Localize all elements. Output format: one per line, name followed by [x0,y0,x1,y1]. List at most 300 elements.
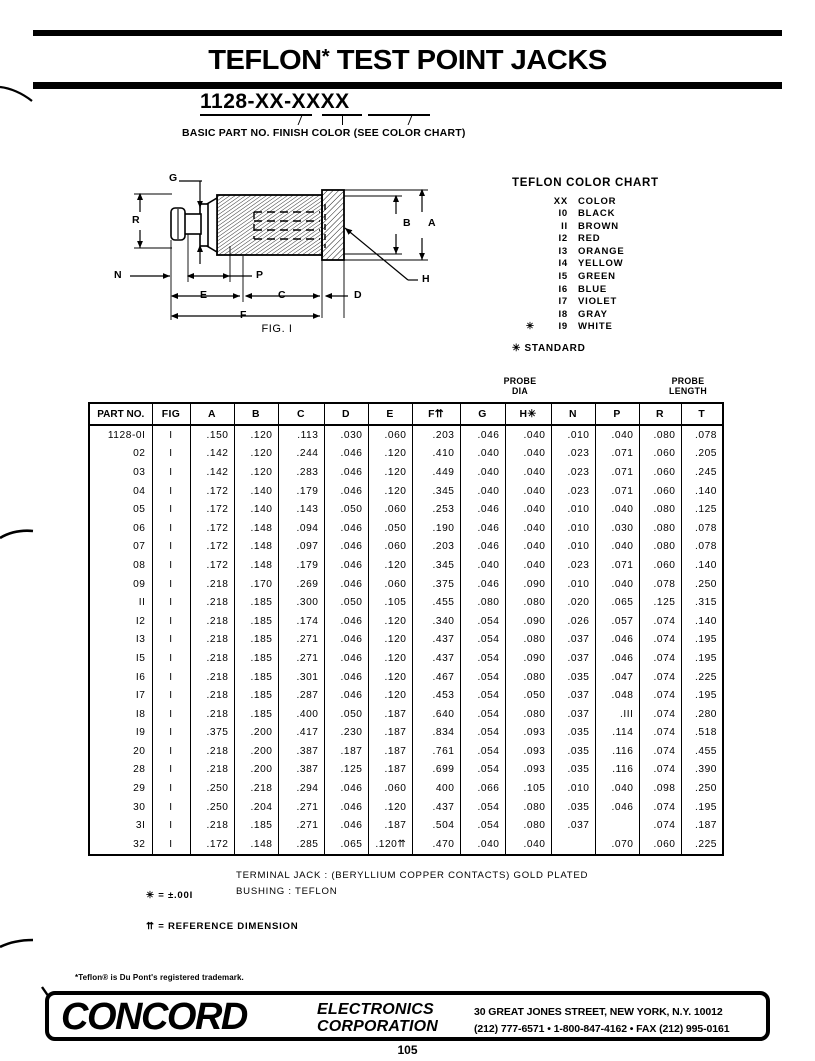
spec-cell-b: .170 [234,575,278,594]
probe-dia-line2: DIA [511,385,529,396]
spec-cell-fig: I [152,463,190,482]
spec-cell-d: .187 [324,742,368,761]
spec-cell-r: .060 [639,835,681,855]
spec-table-row [89,686,723,705]
company-brand-sub-line2: CORPORATION [317,1018,439,1035]
spec-cell-e: .120 [368,463,412,482]
spec-cell-t: .140 [681,612,723,631]
page-title-rest: TEST POINT JACKS [336,44,607,75]
spec-cell-h: .080 [505,631,551,650]
color-row-star [526,296,542,309]
color-row-name: VIOLET [578,296,618,308]
spec-cell-part-no: I6 [89,668,152,687]
spec-cell-f: .834 [412,724,460,743]
spec-cell-fig: I [152,445,190,464]
spec-cell-r: .080 [639,500,681,519]
dim-label-h: H [422,273,430,285]
spec-cell-p: .046 [595,649,639,668]
spec-cell-fig: I [152,705,190,724]
spec-cell-b: .140 [234,482,278,501]
spec-cell-h: .040 [505,835,551,855]
spec-cell-n: .035 [551,742,595,761]
color-row-code: I3 [558,245,568,257]
spec-cell-a: .218 [190,816,234,835]
spec-cell-r: .074 [639,649,681,668]
spec-cell-fig: I [152,649,190,668]
color-row-code: II [561,220,568,232]
specification-table-head [89,403,723,425]
probe-dia-group-label [492,377,548,396]
spec-cell-d: .065 [324,835,368,855]
spec-table-row [89,705,723,724]
spec-cell-e: .060 [368,538,412,557]
figure-caption: FIG. I [261,323,293,335]
spec-cell-fig: I [152,798,190,817]
spec-table-row [89,761,723,780]
spec-cell-b: .200 [234,761,278,780]
spec-cell-r: .078 [639,575,681,594]
color-row-name: GREEN [578,271,616,283]
spec-cell-c: .387 [278,742,324,761]
spec-cell-c: .417 [278,724,324,743]
company-contact-line: (212) 777-6571 • 1-800-847-4162 • FAX (212) 995-0161 [474,1023,730,1035]
spec-cell-part-no: I2 [89,612,152,631]
spec-cell-d: .046 [324,445,368,464]
spec-cell-n: .020 [551,593,595,612]
company-footer-bar [45,991,770,1041]
spec-cell-c: .094 [278,519,324,538]
spec-cell-d: .046 [324,668,368,687]
spec-table-row [89,668,723,687]
spec-cell-p: .071 [595,445,639,464]
spec-cell-fig: I [152,724,190,743]
spec-cell-part-no: I9 [89,724,152,743]
spec-cell-p: .071 [595,482,639,501]
spec-cell-g: .054 [460,686,505,705]
company-address [474,1004,730,1038]
spec-cell-c: .387 [278,761,324,780]
spec-cell-h: .040 [505,500,551,519]
spec-cell-fig: I [152,593,190,612]
spec-cell-n: .035 [551,724,595,743]
spec-cell-h: .080 [505,668,551,687]
dim-label-a: A [428,217,436,229]
spec-cell-a: .172 [190,538,234,557]
spec-cell-b: .185 [234,686,278,705]
spec-cell-e: .187 [368,724,412,743]
col-header-b: B [234,403,278,425]
spec-cell-h: .050 [505,686,551,705]
color-row [526,220,625,233]
spec-cell-c: .271 [278,816,324,835]
spec-table-row [89,779,723,798]
spec-cell-c: .097 [278,538,324,557]
spec-cell-g: .054 [460,761,505,780]
color-chart-header-row [526,195,625,208]
col-header-p: P [595,403,639,425]
spec-cell-b: .200 [234,724,278,743]
spec-cell-e: .120 [368,556,412,575]
spec-cell-a: .375 [190,724,234,743]
spec-cell-part-no: 1128-0I [89,425,152,445]
spec-cell-r: .074 [639,798,681,817]
spec-cell-part-no: 20 [89,742,152,761]
spec-cell-g: .046 [460,425,505,445]
spec-cell-n: .037 [551,631,595,650]
spec-table-row [89,631,723,650]
dim-label-r: R [132,214,140,226]
spec-cell-n: .010 [551,425,595,445]
color-row [526,283,625,296]
probe-length-line2: LENGTH [669,385,707,396]
spec-cell-d: .050 [324,705,368,724]
spec-cell-h: .040 [505,425,551,445]
color-row [526,308,625,321]
spec-cell-b: .200 [234,742,278,761]
col-header-g: G [460,403,505,425]
spec-cell-n: .023 [551,463,595,482]
spec-cell-n: .010 [551,779,595,798]
spec-cell-f: .453 [412,686,460,705]
spec-cell-a: .218 [190,575,234,594]
col-header-f: F⇈ [412,403,460,425]
spec-cell-h: .080 [505,816,551,835]
spec-cell-b: .140 [234,500,278,519]
spec-cell-n: .026 [551,612,595,631]
page-curl-artifact-top [0,85,36,103]
spec-cell-e: .050 [368,519,412,538]
spec-cell-b: .204 [234,798,278,817]
spec-cell-r: .060 [639,556,681,575]
spec-cell-a: .250 [190,798,234,817]
spec-cell-part-no: 29 [89,779,152,798]
figure-diagram [112,168,442,348]
spec-cell-a: .218 [190,593,234,612]
spec-cell-p: .030 [595,519,639,538]
spec-cell-t: .205 [681,445,723,464]
spec-cell-d: .125 [324,761,368,780]
spec-cell-e: .060 [368,425,412,445]
spec-cell-b: .120 [234,463,278,482]
spec-cell-a: .250 [190,779,234,798]
color-row-star [526,308,542,321]
spec-cell-f: .410 [412,445,460,464]
spec-cell-f: .467 [412,668,460,687]
spec-cell-p [595,816,639,835]
spec-cell-h: .080 [505,798,551,817]
spec-cell-b: .148 [234,519,278,538]
spec-cell-a: .218 [190,742,234,761]
spec-cell-e: .120 [368,445,412,464]
spec-cell-t: .078 [681,519,723,538]
color-row [526,245,625,258]
spec-cell-h: .105 [505,779,551,798]
spec-cell-h: .080 [505,705,551,724]
spec-cell-f: .640 [412,705,460,724]
col-header-r: R [639,403,681,425]
spec-cell-r: .060 [639,482,681,501]
spec-cell-t: .390 [681,761,723,780]
spec-cell-e: .120 [368,612,412,631]
spec-cell-b: .148 [234,538,278,557]
spec-cell-p: .040 [595,538,639,557]
spec-cell-e: .120 [368,649,412,668]
spec-cell-g: .040 [460,482,505,501]
spec-cell-t: .518 [681,724,723,743]
spec-cell-f: .203 [412,538,460,557]
spec-table-row [89,538,723,557]
color-row-code: I8 [558,308,568,320]
spec-cell-n [551,835,595,855]
spec-cell-e: .187 [368,742,412,761]
spec-cell-a: .150 [190,425,234,445]
spec-table-row [89,425,723,445]
spec-cell-n: .023 [551,556,595,575]
spec-cell-e: .187 [368,761,412,780]
spec-cell-f: .190 [412,519,460,538]
company-brand-sub-line1: ELECTRONICS [317,1001,434,1018]
spec-cell-d: .046 [324,649,368,668]
spec-cell-r: .074 [639,686,681,705]
page-curl-artifact-middle [0,528,36,544]
spec-cell-b: .120 [234,445,278,464]
spec-cell-r: .074 [639,724,681,743]
spec-cell-p: .057 [595,612,639,631]
company-brand-subtitle [317,1001,438,1035]
color-chart-header-star [526,195,542,208]
spec-cell-fig: I [152,500,190,519]
spec-cell-fig: I [152,668,190,687]
spec-cell-b: .148 [234,556,278,575]
spec-cell-fig: I [152,742,190,761]
spec-cell-e: .060 [368,500,412,519]
spec-cell-t: .455 [681,742,723,761]
spec-table-row [89,463,723,482]
col-header-a: A [190,403,234,425]
spec-cell-n: .010 [551,538,595,557]
spec-cell-n: .037 [551,705,595,724]
note-terminal-jack: TERMINAL JACK : (BERYLLIUM COPPER CONTACTS) GOLD PLATED [236,870,589,881]
spec-cell-part-no: I8 [89,705,152,724]
spec-cell-part-no: 02 [89,445,152,464]
specification-table-container [88,402,717,856]
note-reference-dimension: ⇈ = REFERENCE DIMENSION [146,921,299,932]
spec-cell-h: .090 [505,612,551,631]
spec-cell-r: .080 [639,425,681,445]
spec-cell-d: .046 [324,686,368,705]
color-row-code: I6 [558,283,568,295]
spec-cell-n: .010 [551,575,595,594]
spec-cell-h: .040 [505,556,551,575]
spec-cell-e: .187 [368,816,412,835]
spec-cell-t: .195 [681,798,723,817]
dim-label-f: F [240,309,247,321]
spec-table-row [89,742,723,761]
spec-cell-n: .023 [551,482,595,501]
color-chart-standard-note: ✳ STANDARD [512,342,586,354]
teflon-color-chart [512,177,722,354]
spec-cell-n: .035 [551,761,595,780]
spec-cell-d: .050 [324,593,368,612]
spec-cell-p: .071 [595,556,639,575]
spec-cell-t: .280 [681,705,723,724]
spec-cell-b: .218 [234,779,278,798]
spec-cell-r: .074 [639,612,681,631]
color-row-star [526,233,542,246]
color-row-star: ✳ [526,321,535,333]
spec-cell-g: .046 [460,500,505,519]
spec-cell-p: .071 [595,463,639,482]
spec-cell-d: .230 [324,724,368,743]
spec-cell-t: .125 [681,500,723,519]
spec-table-row [89,798,723,817]
spec-cell-r: .074 [639,631,681,650]
spec-cell-fig: I [152,816,190,835]
spec-cell-r: .074 [639,742,681,761]
spec-cell-a: .172 [190,835,234,855]
spec-table-row [89,724,723,743]
spec-table-row [89,649,723,668]
color-chart-body [526,195,625,334]
spec-table-row [89,500,723,519]
spec-cell-p: .070 [595,835,639,855]
spec-cell-f: .437 [412,649,460,668]
spec-table-row [89,482,723,501]
spec-cell-r: .074 [639,816,681,835]
spec-cell-g: .066 [460,779,505,798]
spec-cell-g: .046 [460,538,505,557]
spec-cell-fig: I [152,538,190,557]
spec-cell-c: .143 [278,500,324,519]
spec-cell-p: .040 [595,779,639,798]
color-row [526,271,625,284]
spec-cell-p: .040 [595,500,639,519]
spec-cell-h: .090 [505,575,551,594]
spec-cell-c: .301 [278,668,324,687]
spec-cell-g: .054 [460,798,505,817]
spec-cell-a: .218 [190,631,234,650]
part-number-leader-lines [182,114,602,127]
spec-cell-part-no: 04 [89,482,152,501]
spec-cell-a: .218 [190,668,234,687]
spec-cell-part-no: I7 [89,686,152,705]
spec-cell-g: .054 [460,742,505,761]
spec-cell-part-no: II [89,593,152,612]
spec-cell-p: .040 [595,575,639,594]
spec-cell-a: .218 [190,705,234,724]
specification-table-body [89,425,723,855]
spec-cell-part-no: I3 [89,631,152,650]
spec-cell-b: .120 [234,425,278,445]
spec-cell-fig: I [152,482,190,501]
spec-cell-g: .054 [460,631,505,650]
dim-label-d: D [354,289,362,301]
spec-cell-a: .142 [190,445,234,464]
spec-cell-b: .185 [234,816,278,835]
color-row-code: I9 [558,321,568,333]
company-address-line1: 30 GREAT JONES STREET, NEW YORK, N.Y. 10012 [474,1006,723,1018]
note-tolerance: ✳ = ±.00I [146,890,193,901]
spec-cell-part-no: 05 [89,500,152,519]
spec-cell-n: .023 [551,445,595,464]
spec-cell-p: .065 [595,593,639,612]
spec-cell-fig: I [152,686,190,705]
spec-cell-t: .195 [681,649,723,668]
color-row-code: I2 [558,233,568,245]
spec-table-row [89,519,723,538]
spec-cell-g: .080 [460,593,505,612]
spec-cell-t: .245 [681,463,723,482]
spec-cell-h: .080 [505,593,551,612]
spec-cell-f: .253 [412,500,460,519]
col-header-h: H✳ [505,403,551,425]
page-title [18,36,797,82]
notes-block [146,868,706,936]
spec-cell-g: .040 [460,835,505,855]
spec-table-row [89,816,723,835]
spec-cell-f: .449 [412,463,460,482]
spec-cell-f: .504 [412,816,460,835]
spec-cell-c: .269 [278,575,324,594]
spec-cell-a: .218 [190,686,234,705]
color-row-name: ORANGE [578,245,625,257]
spec-cell-a: .218 [190,649,234,668]
spec-cell-g: .040 [460,445,505,464]
spec-cell-p: .048 [595,686,639,705]
color-row-code: I7 [558,296,568,308]
spec-cell-e: .120 [368,631,412,650]
spec-cell-e: .120 [368,482,412,501]
spec-cell-h: .093 [505,761,551,780]
spec-cell-t: .225 [681,668,723,687]
part-number-code: 1128-XX-XXXX [200,90,350,113]
color-chart-title: TEFLON COLOR CHART [512,177,659,189]
color-row-name: WHITE [578,321,613,333]
spec-cell-d: .046 [324,519,368,538]
spec-cell-g: .054 [460,724,505,743]
spec-cell-h: .040 [505,519,551,538]
page-header [33,30,782,89]
color-row [526,258,625,271]
spec-cell-g: .054 [460,816,505,835]
spec-cell-d: .046 [324,575,368,594]
spec-cell-a: .172 [190,482,234,501]
spec-cell-d: .046 [324,631,368,650]
trademark-note: *Teflon® is Du Pont's registered trademark. [75,973,244,982]
spec-cell-p: .III [595,705,639,724]
color-chart-header-name: COLOR [578,195,617,207]
color-row-code: I0 [558,208,568,220]
spec-cell-t: .187 [681,816,723,835]
spec-cell-c: .294 [278,779,324,798]
spec-cell-c: .113 [278,425,324,445]
color-row-star [526,283,542,296]
dim-label-b: B [403,217,411,229]
spec-cell-g: .046 [460,575,505,594]
spec-cell-e: .060 [368,575,412,594]
spec-cell-fig: I [152,631,190,650]
spec-cell-e: .120 [368,686,412,705]
spec-cell-f: .470 [412,835,460,855]
col-header-part-no: PART NO. [89,403,152,425]
spec-cell-h: .093 [505,724,551,743]
spec-cell-n: .010 [551,519,595,538]
spec-cell-a: .172 [190,556,234,575]
specification-table [88,402,724,856]
spec-cell-b: .185 [234,631,278,650]
page-number: 105 [397,1043,418,1057]
spec-cell-c: .271 [278,631,324,650]
